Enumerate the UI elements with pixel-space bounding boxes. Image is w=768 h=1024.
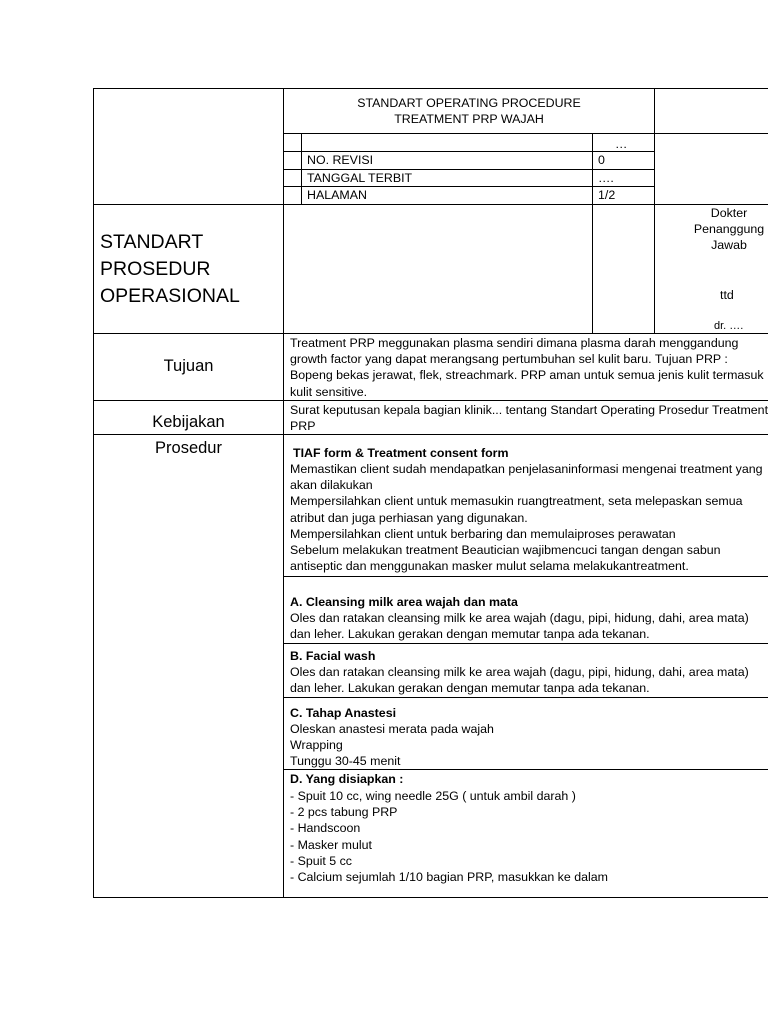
- kebijakan-line: PRP: [290, 419, 316, 434]
- doctor-name: dr. ….: [714, 320, 744, 332]
- table-border-top: [93, 88, 768, 89]
- list-item: - Spuit 5 cc: [290, 853, 352, 868]
- list-item: - Calcium sejumlah 1/10 bagian PRP, masukkan ke dalam: [290, 870, 608, 885]
- prosedur-intro-line: Mempersilahkan client untuk memasukin ruangtreatment, seta melepaskan semua: [290, 494, 743, 509]
- section-b-heading: B. Facial wash: [290, 649, 376, 663]
- prosedur-intro-line: atribut dan juga perhiasan yang digunakan.: [290, 510, 528, 525]
- tujuan-text: [290, 335, 764, 400]
- sop-title-line3: OPERASIONAL: [100, 285, 240, 307]
- section-a-line: Oles dan ratakan cleansing milk ke area wajah (dagu, pipi, hidung, dahi, area mata): [290, 611, 749, 625]
- section-b-line: Oles dan ratakan cleansing milk ke area wajah (dagu, pipi, hidung, dahi, area mata): [290, 665, 749, 679]
- section-d-heading: D. Yang disiapkan :: [290, 772, 404, 786]
- prosedur-intro-line: Memastikan client sudah mendapatkan penjelasaninformasi mengenai treatment yang: [290, 462, 763, 476]
- list-item: - Spuit 10 cc, wing needle 25G ( untuk ambil darah ): [290, 789, 576, 803]
- prosedur-label: Prosedur: [155, 439, 222, 457]
- table-border-left: [93, 88, 94, 898]
- header-title-line1: STANDART OPERATING PROCEDURE: [357, 96, 581, 110]
- table-col-divider: [283, 88, 284, 898]
- page-value: 1/2: [598, 188, 616, 202]
- list-item: - Masker mulut: [290, 837, 372, 852]
- section-c-line: Wrapping: [290, 738, 343, 753]
- section-b-text: [290, 664, 749, 696]
- sop-block-col: [592, 204, 593, 334]
- revision-value: 0: [598, 153, 605, 167]
- table-border-bottom-left: [93, 897, 284, 898]
- tujuan-line: Bopeng bekas jerawat, flek, streachmark. PRP aman untuk semua jenis kulit termasuk: [290, 368, 764, 383]
- table-col-divider-right: [654, 88, 655, 334]
- section-c-line: Oleskan anastesi merata pada wajah: [290, 722, 494, 736]
- row-line: [93, 400, 768, 401]
- sop-title-line1: STANDART: [100, 231, 204, 253]
- header-value-col: [592, 133, 593, 205]
- section-c-line: Tunggu 30-45 menit: [290, 754, 401, 769]
- doc-number-value: …: [615, 137, 628, 151]
- section-d-list: [290, 788, 608, 885]
- page-label: HALAMAN: [307, 188, 367, 202]
- tujuan-label: Tujuan: [163, 357, 214, 375]
- section-a-heading: A. Cleansing milk area wajah dan mata: [290, 595, 518, 609]
- issue-date-value: ….: [598, 171, 614, 185]
- tujuan-line: kulit sensitive.: [290, 384, 368, 399]
- issue-date-label: TANGGAL TERBIT: [307, 171, 413, 185]
- prosedur-intro-line: antiseptic dan menggunakan masker mulut selama melakukantreatment.: [290, 559, 689, 574]
- kebijakan-label: Kebijakan: [152, 413, 225, 431]
- header-narrow-col: [301, 133, 302, 205]
- section-c-text: [290, 721, 494, 770]
- section-a-text: [290, 610, 749, 642]
- kebijakan-line: Surat keputusan kepala bagian klinik... tentang Standart Operating Prosedur Treatment: [290, 403, 768, 417]
- prosedur-intro-text: [290, 461, 763, 574]
- section-line: [283, 643, 768, 644]
- section-line: [283, 697, 768, 698]
- signature: ttd: [720, 288, 734, 302]
- row-line: [93, 333, 768, 334]
- section-line: [283, 576, 768, 577]
- tujuan-line: growth factor yang dapat merangsang pertumbuhan sel kulit baru. Tujuan PRP :: [290, 352, 728, 367]
- table-border-bottom-right: [283, 897, 768, 898]
- doctor-label-line3: Jawab: [711, 238, 747, 252]
- prosedur-intro-line: Mempersilahkan client untuk berbaring dan memulaiproses perawatan: [290, 526, 676, 541]
- section-a-line: dan leher. Lakukan gerakan dengan memutar tanpa ada tekanan.: [290, 627, 650, 642]
- prosedur-intro-line: Sebelum melakukan treatment Beautician wajibmencuci tangan dengan sabun: [290, 543, 721, 558]
- header-line-right: [654, 133, 768, 134]
- tujuan-line: Treatment PRP meggunakan plasma sendiri dimana plasma darah menggandung: [290, 336, 739, 350]
- sop-title-line2: PROSEDUR: [100, 258, 211, 280]
- header-line: [283, 133, 655, 134]
- list-item: - Handscoon: [290, 821, 361, 836]
- prosedur-intro-line: akan dilakukan: [290, 478, 373, 493]
- revision-label: NO. REVISI: [307, 153, 374, 167]
- header-title-line2: TREATMENT PRP WAJAH: [394, 112, 544, 126]
- list-item: - 2 pcs tabung PRP: [290, 805, 398, 820]
- doctor-label-line1: Dokter: [710, 206, 748, 220]
- section-b-line: dan leher. Lakukan gerakan dengan memutar tanpa ada tekanan.: [290, 681, 650, 696]
- kebijakan-text: [290, 402, 768, 434]
- prosedur-intro-heading: TIAF form & Treatment consent form: [293, 446, 509, 460]
- doctor-label-line2: Penanggung: [693, 222, 765, 236]
- section-c-heading: C. Tahap Anastesi: [290, 706, 397, 720]
